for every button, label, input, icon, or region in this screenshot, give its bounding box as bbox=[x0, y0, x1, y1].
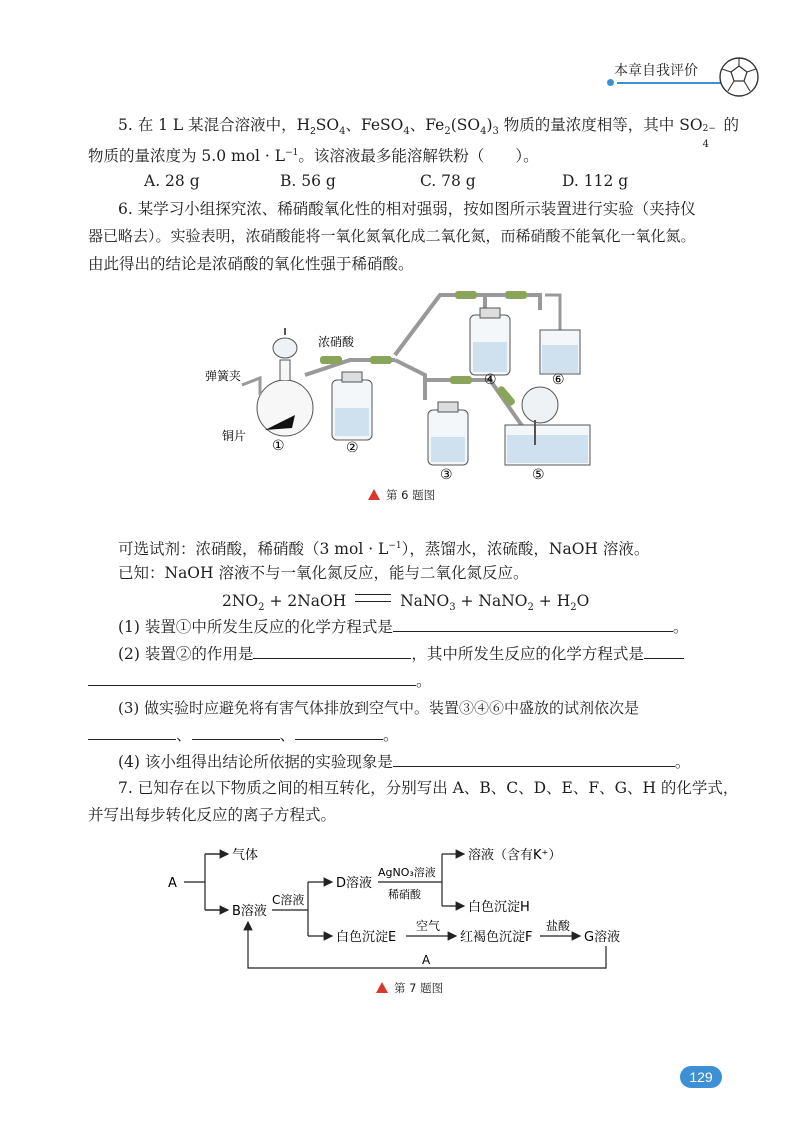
q6-equation: $2NO_2$ + 2NaOH NaNO$_3$ + NaNO$_2$ + $H_2O$ bbox=[222, 592, 590, 614]
node-white-e: 白色沉淀E bbox=[336, 930, 397, 945]
label-n6: ⑥ bbox=[552, 372, 565, 388]
q6-line3: 由此得出的结论是浓硝酸的氧化性强于稀硝酸。 bbox=[88, 255, 414, 273]
q6-sub2: (2) 装置②的作用是 ，其中所发生反应的化学方程式是 bbox=[118, 643, 684, 665]
q5-option-b: B. 56 g bbox=[280, 172, 336, 190]
node-g: G溶液 bbox=[584, 930, 621, 945]
reagent-hcl: 盐酸 bbox=[546, 919, 571, 933]
q6-sub3-blanks: 、 、 。 bbox=[88, 724, 399, 746]
q6-known: 已知：NaOH 溶液不与一氧化氮反应，能与二氧化氮反应。 bbox=[118, 564, 529, 582]
label-copper: 铜片 bbox=[222, 429, 247, 443]
label-n5: ⑤ bbox=[532, 467, 545, 480]
q5-line1: 5. 在 1 L 某混合溶液中，$H_2SO_4$、FeSO$_4$、$Fe_2(SO_4)_3$ 物质的量浓度相等，其中 SO 2− 4 的 bbox=[118, 116, 739, 150]
answer-blank-3c[interactable] bbox=[295, 724, 383, 740]
q6-line2: 器已略去）。实验表明，浓硝酸能将一氧化氮氧化成二氧化氮，而稀硝酸不能氧化一氧化氮。 bbox=[88, 227, 696, 245]
triangle-icon bbox=[368, 489, 380, 500]
figure7-caption: 第 7 题图 bbox=[376, 980, 443, 996]
header-dot bbox=[607, 79, 614, 86]
answer-blank-4[interactable] bbox=[393, 751, 675, 767]
node-d: D溶液 bbox=[336, 876, 373, 891]
equals-sign bbox=[355, 594, 391, 602]
q5-option-c: C. 78 g bbox=[420, 172, 476, 190]
figure6-caption: 第 6 题图 bbox=[368, 487, 435, 503]
answer-blank-1[interactable] bbox=[393, 616, 673, 632]
q6-line1: 6. 某学习小组探究浓、稀硝酸氧化性的相对强弱，按如图所示装置进行实验（夹持仪 bbox=[118, 200, 696, 218]
answer-blank-3a[interactable] bbox=[88, 724, 176, 740]
answer-blank-3b[interactable] bbox=[192, 724, 280, 740]
answer-blank-2b[interactable] bbox=[644, 643, 684, 659]
node-b: B溶液 bbox=[232, 904, 267, 919]
node-red-f: 红褐色沉淀F bbox=[460, 930, 533, 945]
node-gas: 气体 bbox=[232, 848, 259, 863]
q6-sub2-cont: 。 bbox=[88, 670, 432, 692]
conversion-diagram bbox=[160, 840, 640, 970]
label-spring-clip: 弹簧夹 bbox=[205, 369, 242, 383]
label-conc-acid: 浓硝酸 bbox=[318, 335, 355, 349]
node-a: A bbox=[168, 876, 177, 891]
q6-sub3: (3) 做实验时应避免将有害气体排放到空气中。装置③④⑥中盛放的试剂依次是 bbox=[118, 699, 640, 717]
molecule-icon bbox=[716, 54, 762, 100]
reagent-a-back: A bbox=[422, 953, 431, 967]
q6-sub1: (1) 装置①中所发生反应的化学方程式是 。 bbox=[118, 618, 689, 636]
answer-blank-2a[interactable] bbox=[253, 643, 411, 659]
q6-sub4: (4) 该小组得出结论所依据的实验现象是 。 bbox=[118, 753, 691, 771]
q5-option-d: D. 112 g bbox=[562, 172, 629, 190]
label-n3: ③ bbox=[440, 467, 453, 480]
reagent-c: C溶液 bbox=[272, 893, 305, 907]
label-n4: ④ bbox=[484, 372, 497, 388]
q6-reagents: 可选试剂：浓硝酸，稀硝酸（3 mol · $L^{-1}$），蒸馏水，浓硫酸，NaOH 溶液。 bbox=[118, 540, 650, 559]
label-n2: ② bbox=[346, 440, 359, 456]
page-number: 129 bbox=[680, 1066, 722, 1088]
node-solution-k: 溶液（含有K⁺） bbox=[468, 848, 562, 863]
reagent-agno3: AgNO₃溶液 bbox=[378, 866, 436, 879]
q7-line2: 并写出每步转化反应的离子方程式。 bbox=[88, 806, 337, 824]
q5-option-a: A. 28 g bbox=[144, 172, 200, 190]
label-n1: ① bbox=[272, 438, 285, 454]
reagent-dilute: 稀硝酸 bbox=[388, 888, 421, 901]
q5-line2: 物质的量浓度为 5.0 mol · $L^{-1}$。该溶液最多能溶解铁粉（ ）。 bbox=[88, 147, 539, 166]
reagent-air: 空气 bbox=[416, 919, 441, 933]
q7-line1: 7. 已知存在以下物质之间的相互转化，分别写出 A、B、C、D、E、F、G、H 的化学式， bbox=[118, 779, 739, 797]
chapter-title: 本章自我评价 bbox=[614, 63, 698, 79]
triangle-icon bbox=[376, 982, 388, 993]
apparatus-figure bbox=[200, 280, 600, 480]
node-white-h: 白色沉淀H bbox=[468, 900, 530, 915]
answer-blank-2c[interactable] bbox=[88, 670, 416, 686]
